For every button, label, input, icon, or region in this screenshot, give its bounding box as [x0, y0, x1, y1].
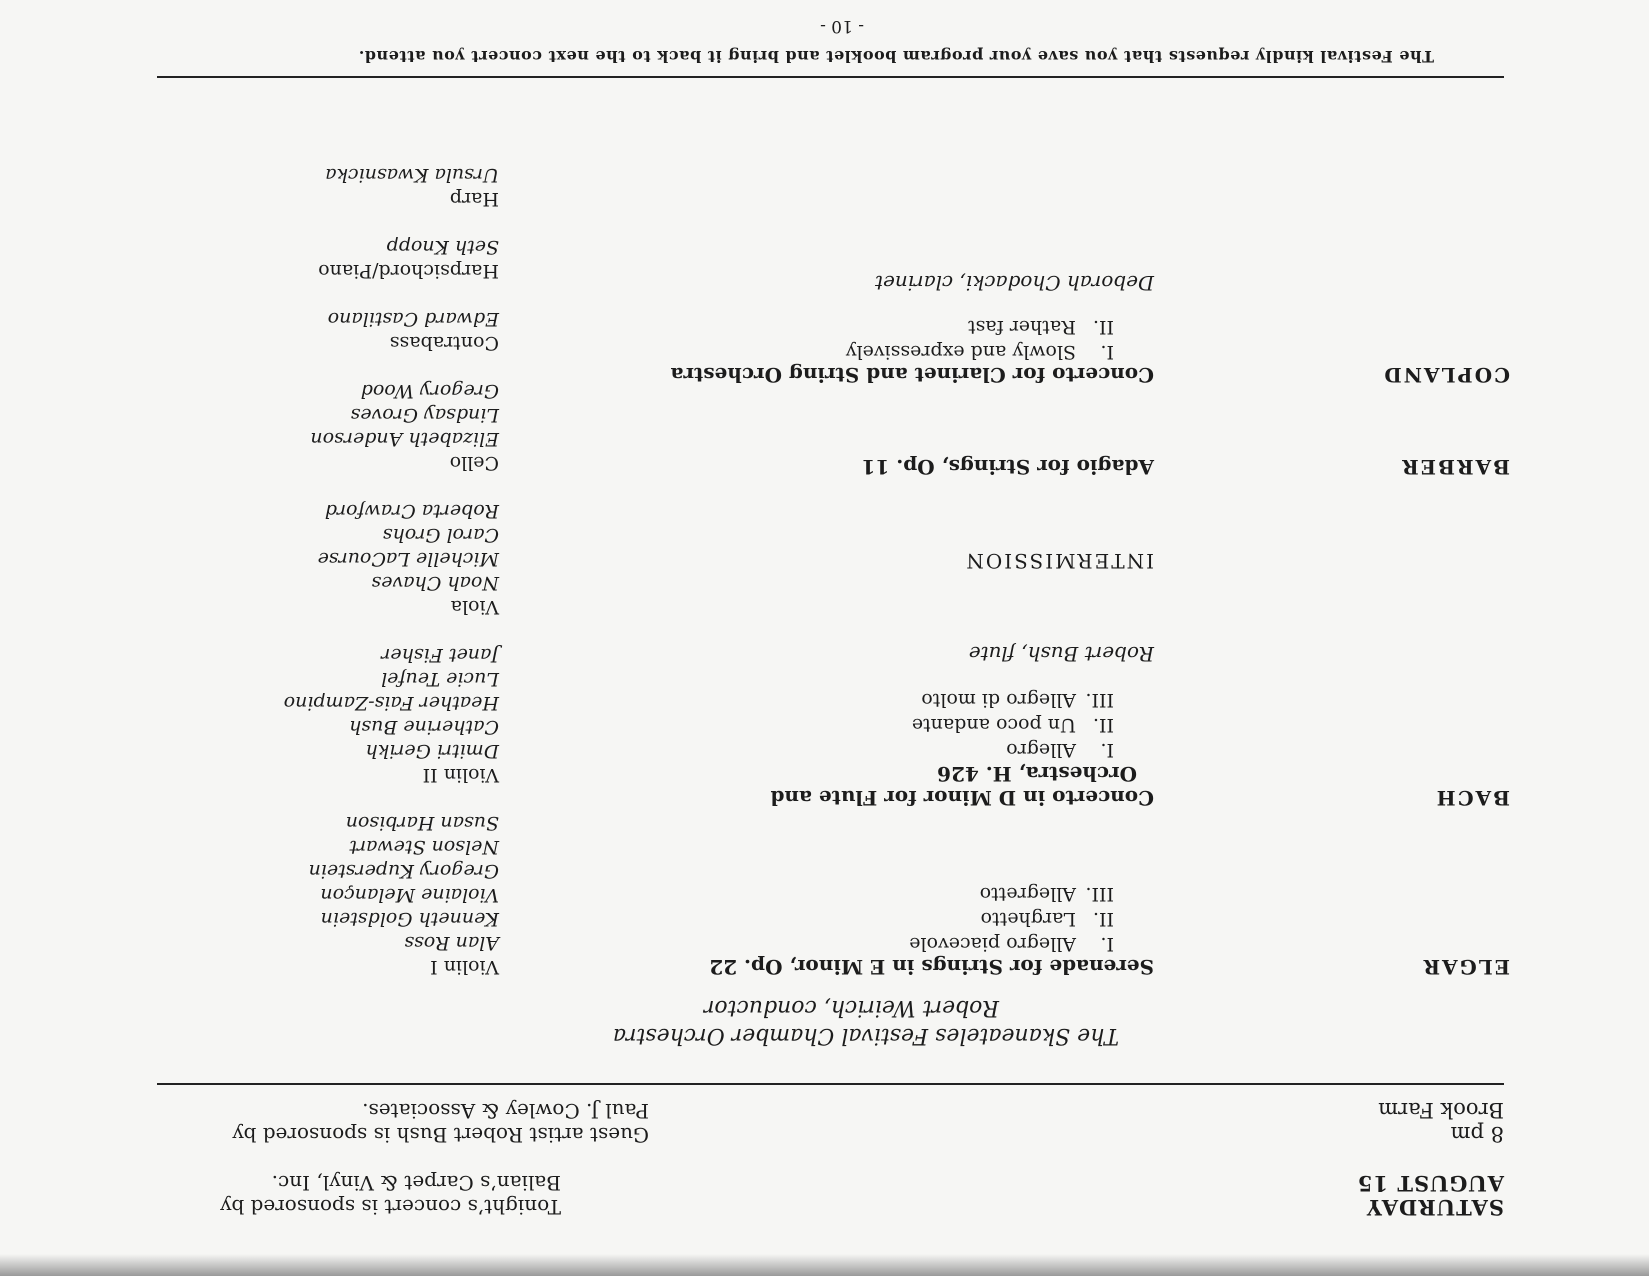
player: Janet Fisher [381, 644, 499, 666]
soloist-bach: Robert Bush, flute [968, 642, 1154, 666]
player: Lucie Teufel [381, 668, 499, 690]
orchestra-name: The Skaneateles Festival Chamber Orchestra [612, 1023, 1119, 1048]
movement: III.Allegro di molto [921, 689, 1114, 711]
movement: II.Rather fast [967, 316, 1114, 338]
guest-sponsor-line-1: Guest artist Robert Bush is sponsored by [232, 1123, 649, 1147]
soloist-copland: Deborah Chodacki, clarinet [874, 271, 1154, 295]
section-harp: Harp [449, 188, 499, 210]
player: Ursula Kwasnicka [325, 164, 499, 186]
player: Noah Chaves [371, 572, 499, 594]
event-venue: Brook Farm [1378, 1098, 1504, 1122]
footer-rule [157, 76, 1504, 78]
work-barber: Adagio for Strings, Op. 11 [861, 455, 1154, 479]
work-bach-line-1: Concerto in D Minor for Flute and [770, 786, 1154, 810]
scan-shadow [0, 1254, 1649, 1276]
personnel-list [284, 163, 499, 979]
sponsor-line-1: Tonight’s concert is sponsored by [220, 1195, 561, 1219]
movement: II.Larghetto [980, 908, 1114, 930]
section-harpsichord-piano: Harpsichord/Piano [318, 260, 499, 282]
player: Roberta Crawford [324, 500, 499, 522]
composer-bach: BACH [1434, 786, 1510, 810]
section-violin-2: Violin II [422, 764, 499, 786]
composer-barber: BARBER [1400, 455, 1510, 479]
player: Gregory Wood [360, 380, 499, 402]
player: Gregory Kuperstein [308, 860, 499, 882]
sponsor-line-2: Balian’s Carpet & Vinyl, Inc. [271, 1171, 561, 1195]
player: Dmitri Gerikh [365, 740, 499, 762]
movement: I.Allegro [1006, 739, 1114, 761]
section-viola: Viola [450, 596, 499, 618]
player: Catherine Bush [349, 716, 499, 738]
movement: II.Un poco andante [911, 714, 1114, 736]
player: Seth Knopp [386, 236, 499, 258]
player: Michelle LaCourse [317, 548, 499, 570]
section-cello: Cello [449, 452, 499, 474]
section-violin-1: Violin I [430, 956, 499, 978]
player: Heather Fais-Zampino [283, 692, 499, 714]
work-bach-line-2: Orchestra, H. 426 [937, 762, 1137, 786]
player: Nelson Stewart [349, 836, 499, 858]
player: Lindsay Groves [350, 404, 499, 426]
player: Carol Grohs [382, 524, 499, 546]
guest-sponsor-line-2: Paul J. Cowley & Associates. [362, 1099, 649, 1123]
work-elgar: Serenade for Strings in E Minor, Op. 22 [709, 955, 1154, 979]
event-time: 8 pm [1450, 1122, 1504, 1146]
movement: III.Allegretto [979, 883, 1114, 905]
player: Elizabeth Anderson [310, 428, 499, 450]
orchestra-conductor: Robert Weirich, conductor [703, 995, 999, 1020]
movement: I.Slowly and expressively [845, 341, 1114, 363]
section-contrabass: Contrabass [389, 332, 499, 354]
header-rule [157, 1083, 1504, 1085]
intermission: INTERMISSION [964, 549, 1154, 573]
player: Violaine Melançon [320, 884, 499, 906]
event-date: AUGUST 15 [1356, 1171, 1504, 1196]
footer-note: The Festival kindly requests that you save your program booklet and bring it back to the next concert you attend. [358, 47, 1434, 66]
page-number: - 10 - [820, 16, 864, 36]
composer-elgar: ELGAR [1421, 955, 1510, 979]
player: Kenneth Goldstein [320, 908, 499, 930]
event-day: SATURDAY [1365, 1195, 1504, 1220]
movement: I.Allegro piacevole [909, 933, 1114, 955]
composer-copland: COPLAND [1382, 363, 1510, 387]
player: Susan Harbison [345, 812, 499, 834]
work-copland: Concerto for Clarinet and String Orchestra [670, 363, 1154, 387]
player: Alan Ross [404, 932, 499, 954]
player: Edward Castilano [327, 308, 499, 330]
